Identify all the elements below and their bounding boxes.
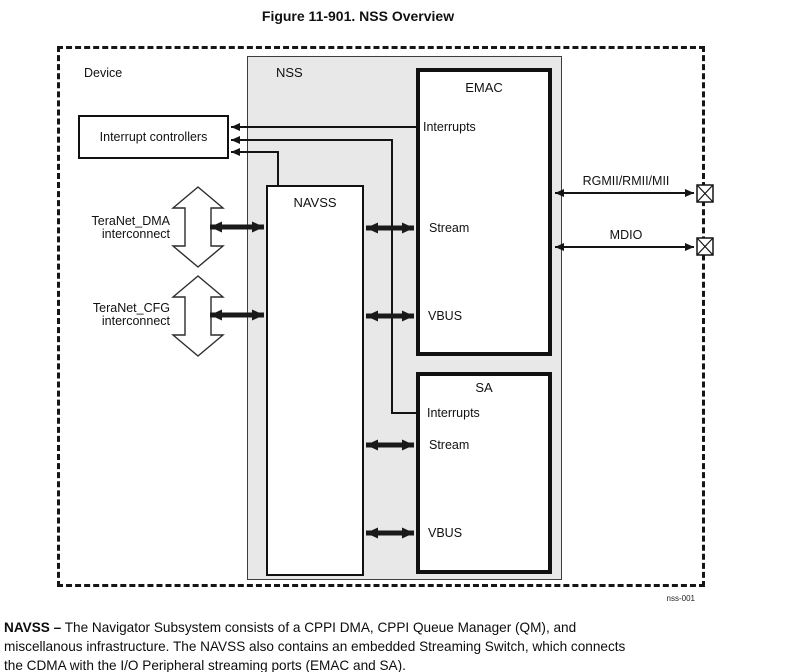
sa-vbus-port-label: VBUS (428, 526, 463, 540)
emac-label: EMAC (465, 80, 503, 95)
teranet-cfg-line1: TeraNet_CFG (92, 301, 170, 315)
caption-line-2: miscellanous infrastructure. The NAVSS also contains an embedded Streaming Switch, which connects (4, 639, 626, 654)
teranet-dma-line2: interconnect (101, 227, 170, 241)
teranet-cfg-label (58, 302, 170, 328)
emac-interrupts-port-label: Interrupts (423, 120, 476, 134)
figure-id: nss-001 (666, 594, 695, 603)
sa-interrupts-port-label: Interrupts (427, 406, 480, 420)
mdio-interface-label: MDIO (609, 228, 643, 242)
rgmii-interface-label: RGMII/RMII/MII (582, 174, 670, 188)
caption-line-1-text: The Navigator Subsystem consists of a CPPI DMA, CPPI Queue Manager (QM), and (61, 620, 577, 635)
caption-line-1 (4, 618, 798, 637)
teranet-dma-label (58, 215, 170, 241)
nss-label: NSS (276, 65, 303, 80)
emac-vbus-port-label: VBUS (428, 309, 463, 323)
sa-label: SA (475, 380, 493, 395)
teranet-dma-line1: TeraNet_DMA (91, 214, 170, 228)
device-label: Device (84, 66, 123, 80)
teranet-cfg-line2: interconnect (101, 314, 170, 328)
interrupt-controllers-label: Interrupt controllers (99, 130, 208, 144)
figure-title: Figure 11-901. NSS Overview (261, 8, 455, 24)
sa-block (416, 372, 552, 574)
emac-stream-port-label: Stream (429, 221, 470, 235)
caption-line-3: the CDMA with the I/O Peripheral streaming ports (EMAC and SA). (4, 658, 406, 672)
sa-stream-port-label: Stream (429, 438, 470, 452)
figure-caption (4, 618, 798, 672)
navss-block (266, 185, 364, 576)
navss-label: NAVSS (293, 195, 337, 210)
interrupt-controllers-block (78, 115, 229, 159)
caption-term: NAVSS – (4, 620, 62, 635)
